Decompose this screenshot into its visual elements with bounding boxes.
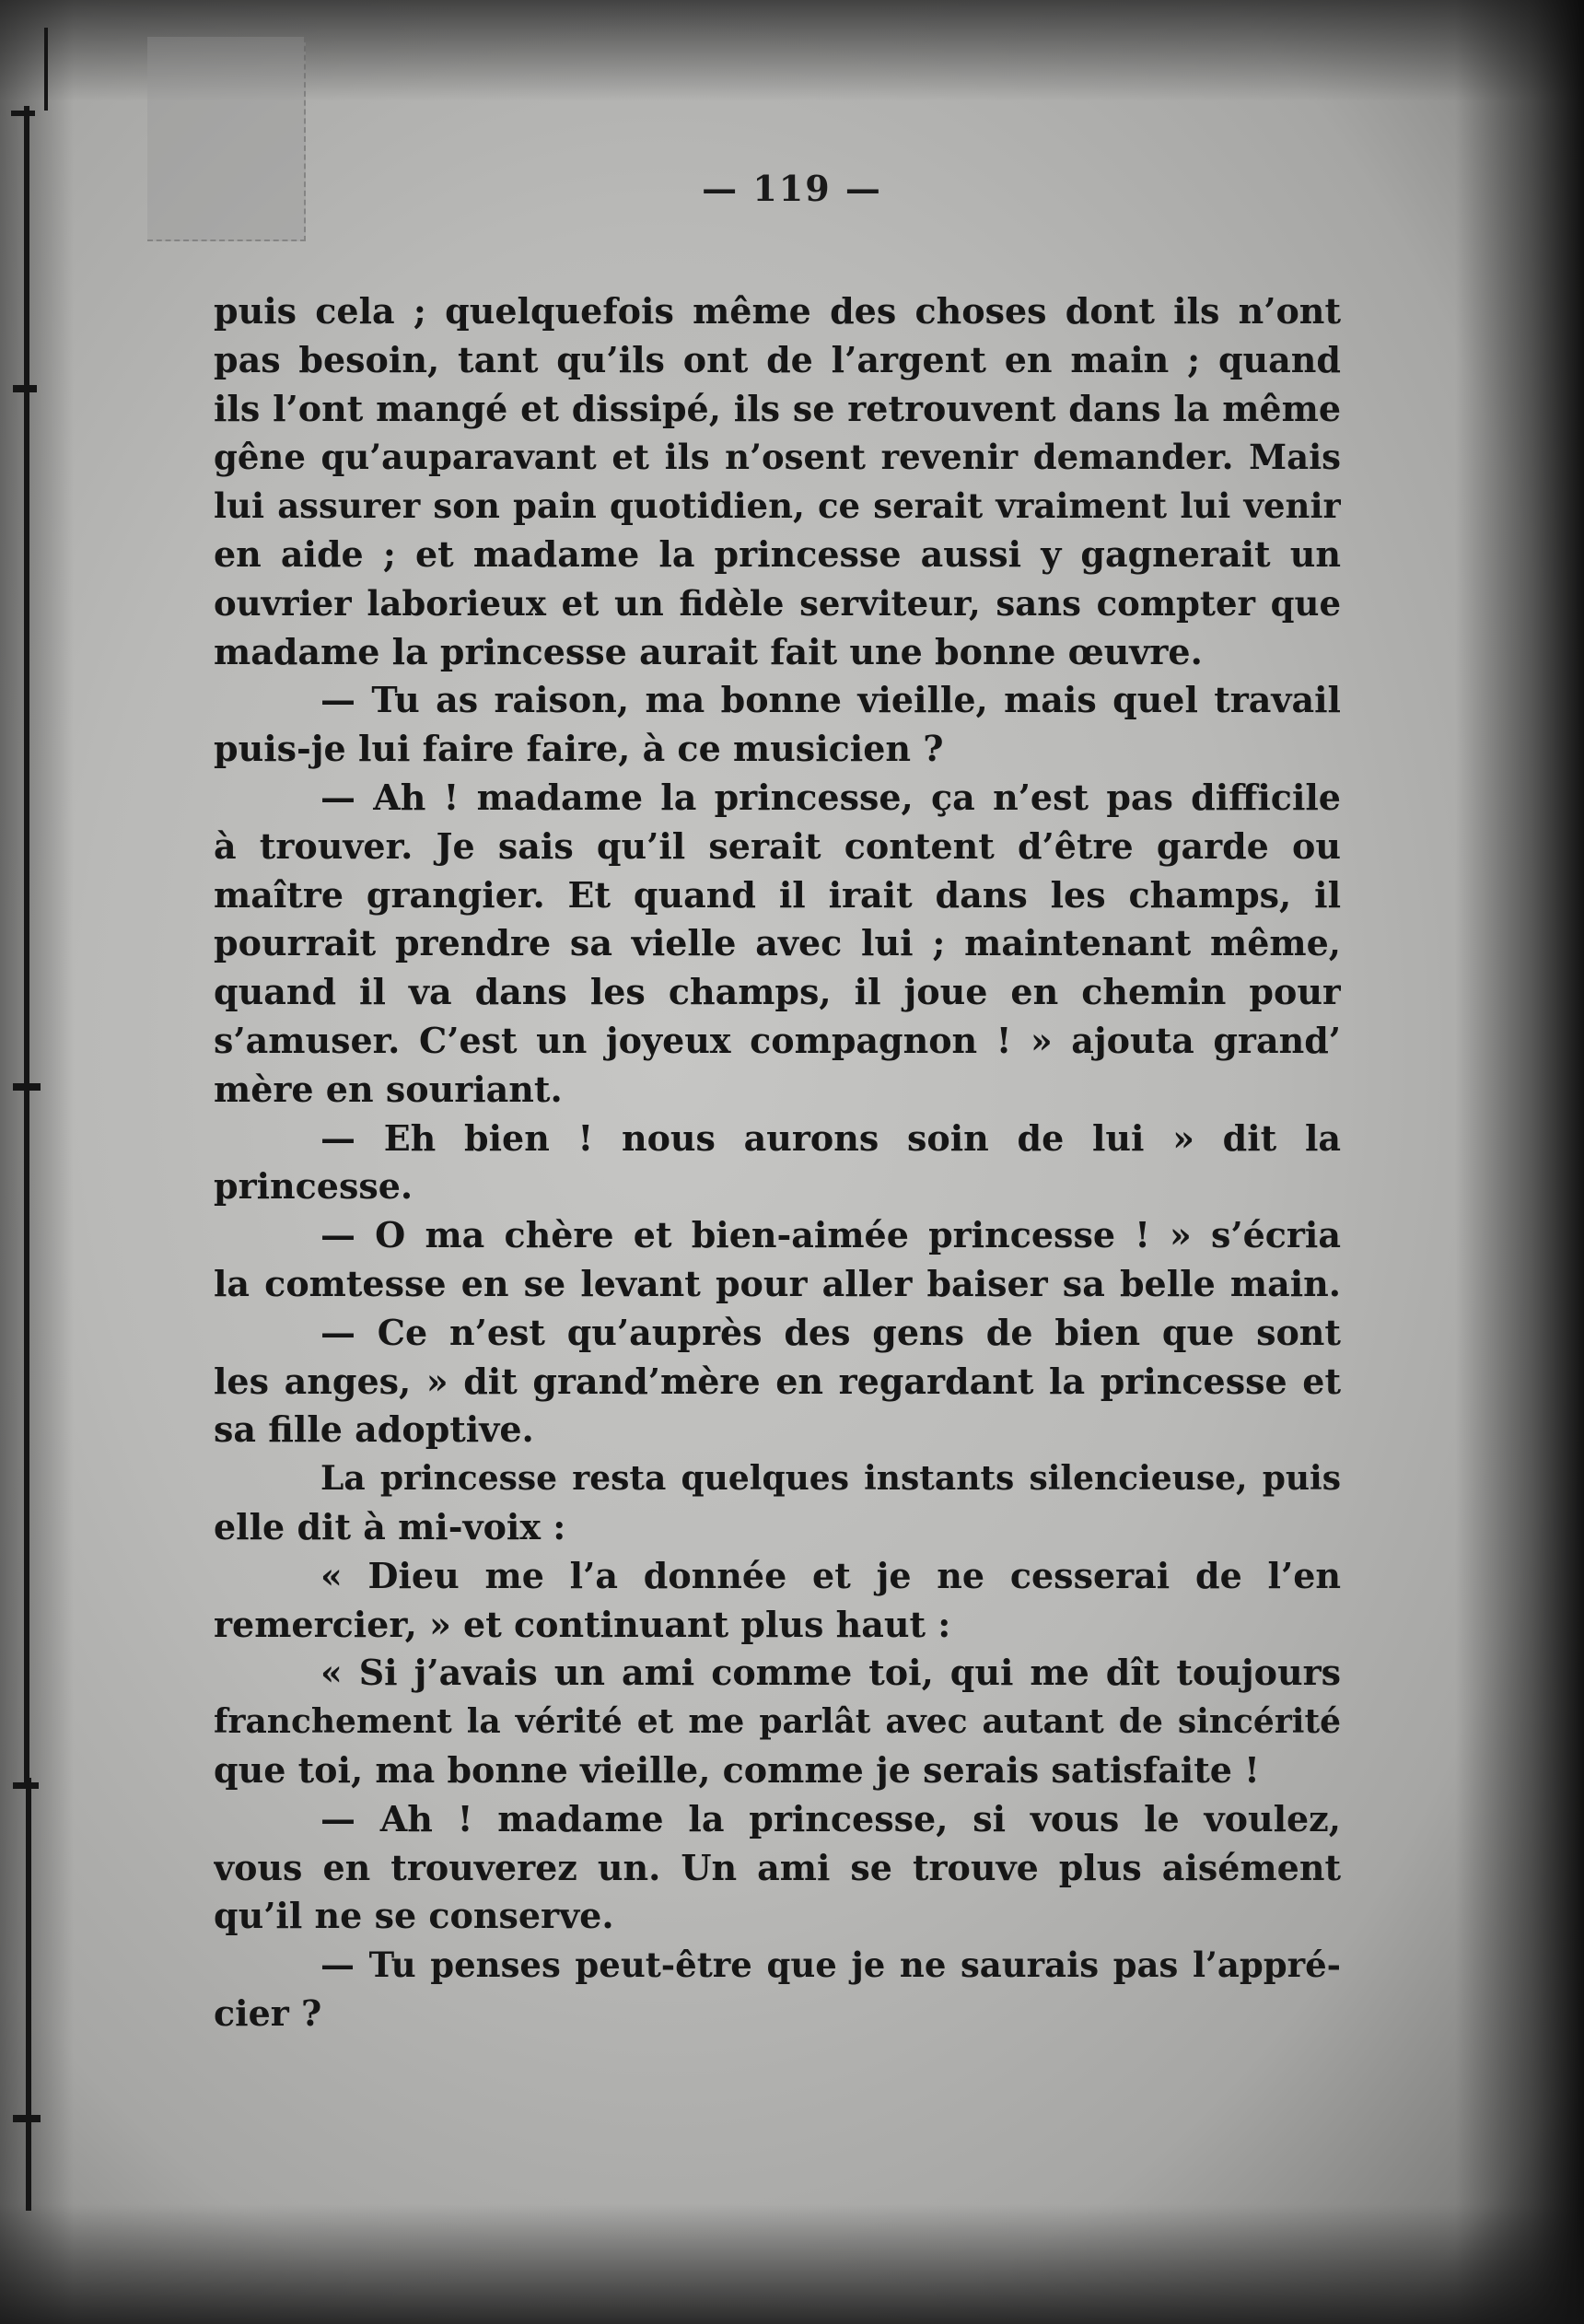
paper-stain bbox=[147, 37, 306, 241]
bottom-shadow bbox=[0, 2204, 1584, 2324]
page-number: — 119 — bbox=[702, 168, 882, 209]
text-line: remercier, » et continuant plus haut : bbox=[214, 1603, 951, 1645]
text-line: ils l’ont mangé et dissipé, ils se retrouvent dans la même bbox=[214, 387, 1341, 429]
text-line: pourrait prendre sa vielle avec lui ; maintenant même, bbox=[214, 922, 1341, 964]
text-line: — Tu penses peut-être que je ne saurais pas l’appré- bbox=[320, 1944, 1341, 1986]
text-line: — Ah ! madame la princesse, si vous le voulez, bbox=[320, 1797, 1341, 1839]
body-text bbox=[214, 287, 1341, 2056]
text-line: en aide ; et madame la princesse aussi y gagnerait un bbox=[214, 532, 1341, 575]
text-line: franchement la vérité et me parlât avec autant de sincérité bbox=[214, 1702, 1341, 1742]
text-line: gêne qu’auparavant et ils n’osent revenir demander. Mais bbox=[214, 437, 1341, 478]
text-line: cier ? bbox=[214, 1991, 322, 2034]
text-line: quand il va dans les champs, il joue en chemin pour bbox=[214, 971, 1341, 1013]
text-line: — O ma chère et bien-aimée princesse ! » s’écria bbox=[320, 1214, 1341, 1256]
text-line: qu’il ne se conserve. bbox=[214, 1895, 614, 1937]
text-line: elle dit à mi-voix : bbox=[214, 1505, 566, 1547]
right-shadow bbox=[1455, 0, 1584, 2324]
text-line: — Ah ! madame la princesse, ça n’est pas difficile bbox=[320, 776, 1341, 818]
text-line: « Si j’avais un ami comme toi, qui me dît toujours bbox=[320, 1652, 1341, 1694]
text-line: s’amuser. C’est un joyeux compagnon ! » ajouta grand’ bbox=[214, 1019, 1341, 1061]
text-line: mère en souriant. bbox=[214, 1068, 563, 1110]
binding-rule bbox=[0, 0, 55, 2324]
text-line: — Ce n’est qu’auprès des gens de bien que sont bbox=[320, 1311, 1341, 1353]
text-line: sa fille adoptive. bbox=[214, 1408, 534, 1451]
text-line: la comtesse en se levant pour aller baiser sa belle main. bbox=[214, 1262, 1341, 1304]
text-line: princesse. bbox=[214, 1165, 413, 1208]
text-line: à trouver. Je sais qu’il serait content d’être garde ou bbox=[214, 824, 1341, 867]
text-line: « Dieu me l’a donnée et je ne cesserai de l’en bbox=[320, 1554, 1341, 1596]
text-line: maître grangier. Et quand il irait dans les champs, il bbox=[214, 873, 1341, 916]
text-line: les anges, » dit grand’mère en regardant la princesse et bbox=[214, 1360, 1341, 1402]
text-line: puis-je lui faire faire, à ce musicien ? bbox=[214, 728, 944, 770]
text-line: lui assurer son pain quotidien, ce serait vraiment lui venir bbox=[214, 485, 1341, 527]
text-line: ouvrier laborieux et un fidèle serviteur, sans compter que bbox=[214, 582, 1341, 624]
text-line: — Tu as raison, ma bonne vieille, mais quel travail bbox=[320, 679, 1341, 721]
text-line: madame la princesse aurait fait une bonne œuvre. bbox=[214, 630, 1203, 672]
text-line: pas besoin, tant qu’ils ont de l’argent en main ; quand bbox=[214, 338, 1341, 380]
text-line: — Eh bien ! nous aurons soin de lui » dit la bbox=[320, 1116, 1341, 1159]
text-line: vous en trouverez un. Un ami se trouve plus aisément bbox=[214, 1846, 1341, 1888]
text-line: La princesse resta quelques instants silencieuse, puis bbox=[320, 1459, 1341, 1499]
text-line: puis cela ; quelquefois même des choses dont ils n’ont bbox=[214, 290, 1341, 332]
text-line: que toi, ma bonne vieille, comme je serais satisfaite ! bbox=[214, 1748, 1260, 1791]
